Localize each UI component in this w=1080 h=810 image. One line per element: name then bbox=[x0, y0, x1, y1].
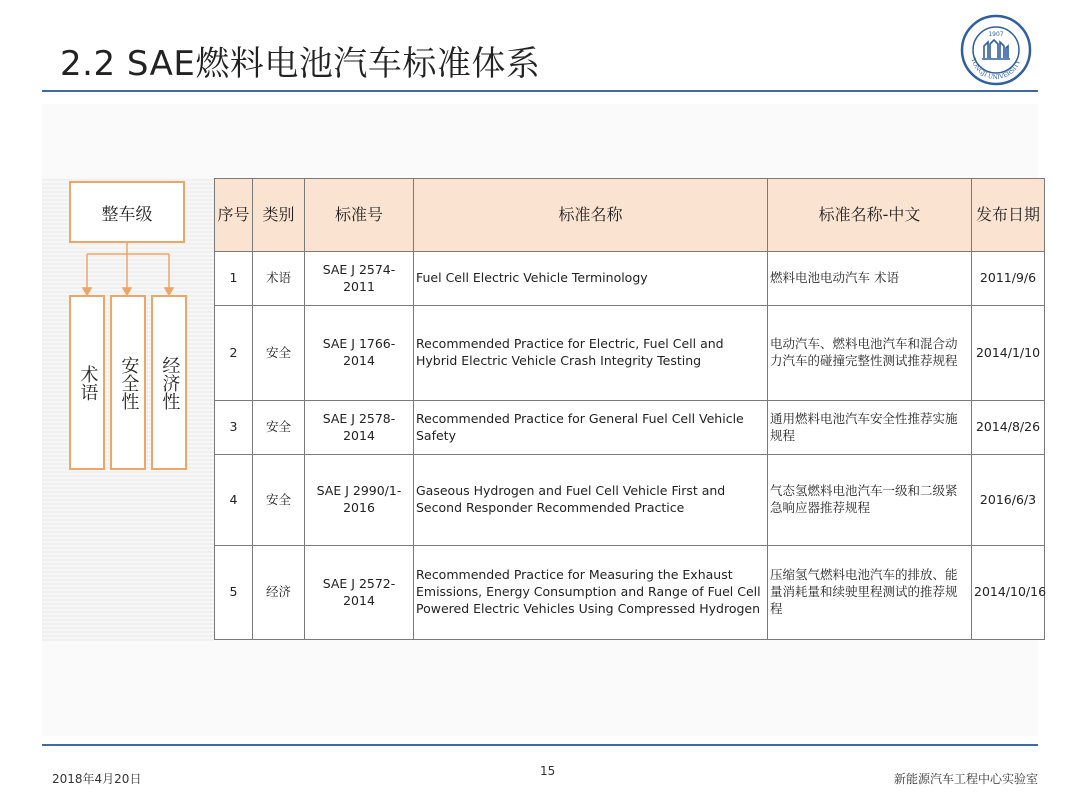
cell-name-en: Recommended Practice for General Fuel Cell Vehicle Safety bbox=[414, 401, 768, 455]
footer-divider bbox=[42, 744, 1038, 746]
cell-no: 3 bbox=[215, 401, 253, 455]
cell-no: 4 bbox=[215, 455, 253, 546]
footer-lab-name: 新能源汽车工程中心实验室 bbox=[893, 772, 1038, 786]
cell-category: 安全 bbox=[253, 401, 305, 455]
table-row bbox=[215, 401, 1045, 455]
cell-date: 2014/1/10 bbox=[972, 306, 1045, 401]
cell-category: 安全 bbox=[253, 306, 305, 401]
cell-code: SAE J 1766-2014 bbox=[305, 306, 414, 401]
cell-date: 2016/6/3 bbox=[972, 455, 1045, 546]
slide-title: 2.2 SAE燃料电池汽车标准体系 bbox=[60, 44, 541, 84]
cell-category: 术语 bbox=[253, 252, 305, 306]
footer-date: 2018年4月20日 bbox=[52, 772, 142, 786]
header-category: 类别 bbox=[253, 179, 305, 252]
header-name-cn: 标准名称-中文 bbox=[768, 179, 972, 252]
cell-no: 2 bbox=[215, 306, 253, 401]
cell-category: 经济 bbox=[253, 546, 305, 640]
cell-code: SAE J 2990/1-2016 bbox=[305, 455, 414, 546]
cell-name-en: Recommended Practice for Electric, Fuel Cell and Hybrid Electric Vehicle Crash Integrity Testing bbox=[414, 306, 768, 401]
title-divider bbox=[42, 90, 1038, 92]
cell-name-cn: 电动汽车、燃料电池汽车和混合动力汽车的碰撞完整性测试推荐规程 bbox=[768, 306, 972, 401]
cell-name-cn: 气态氢燃料电池汽车一级和二级紧急响应器推荐规程 bbox=[768, 455, 972, 546]
diagram-root-box: 整车级 bbox=[69, 181, 185, 243]
header-date: 发布日期 bbox=[972, 179, 1045, 252]
diagram-box-terminology: 术语 bbox=[69, 295, 105, 470]
cell-code: SAE J 2574-2011 bbox=[305, 252, 414, 306]
cell-no: 5 bbox=[215, 546, 253, 640]
cell-no: 1 bbox=[215, 252, 253, 306]
cell-name-cn: 燃料电池电动汽车 术语 bbox=[768, 252, 972, 306]
cell-code: SAE J 2578-2014 bbox=[305, 401, 414, 455]
table-row bbox=[215, 455, 1045, 546]
header-code: 标准号 bbox=[305, 179, 414, 252]
logo-text: TONGJI UNIVERSITY bbox=[969, 57, 1022, 82]
university-logo-icon bbox=[960, 14, 1032, 86]
logo-year: 1907 bbox=[988, 31, 1004, 38]
cell-name-cn: 压缩氢气燃料电池汽车的排放、能量消耗量和续驶里程测试的推荐规程 bbox=[768, 546, 972, 640]
page-number: 15 bbox=[540, 764, 556, 778]
cell-date: 2014/8/26 bbox=[972, 401, 1045, 455]
cell-name-cn: 通用燃料电池汽车安全性推荐实施规程 bbox=[768, 401, 972, 455]
standards-table bbox=[214, 178, 1045, 640]
cell-name-en: Recommended Practice for Measuring the Exhaust Emissions, Energy Consumption and Range of Fuel Cell Powered Electric Vehicles Using Compressed Hydrogen bbox=[414, 546, 768, 640]
header-name-en: 标准名称 bbox=[414, 179, 768, 252]
cell-date: 2014/10/16 bbox=[972, 546, 1045, 640]
diagram-box-safety: 安全性 bbox=[110, 295, 146, 470]
table-row bbox=[215, 546, 1045, 640]
cell-date: 2011/9/6 bbox=[972, 252, 1045, 306]
cell-name-en: Gaseous Hydrogen and Fuel Cell Vehicle First and Second Responder Recommended Practice bbox=[414, 455, 768, 546]
cell-name-en: Fuel Cell Electric Vehicle Terminology bbox=[414, 252, 768, 306]
cell-code: SAE J 2572-2014 bbox=[305, 546, 414, 640]
header-no: 序号 bbox=[215, 179, 253, 252]
cell-category: 安全 bbox=[253, 455, 305, 546]
table-row bbox=[215, 306, 1045, 401]
diagram-box-economy: 经济性 bbox=[151, 295, 187, 470]
table-header-row bbox=[215, 179, 1045, 252]
table-row bbox=[215, 252, 1045, 306]
